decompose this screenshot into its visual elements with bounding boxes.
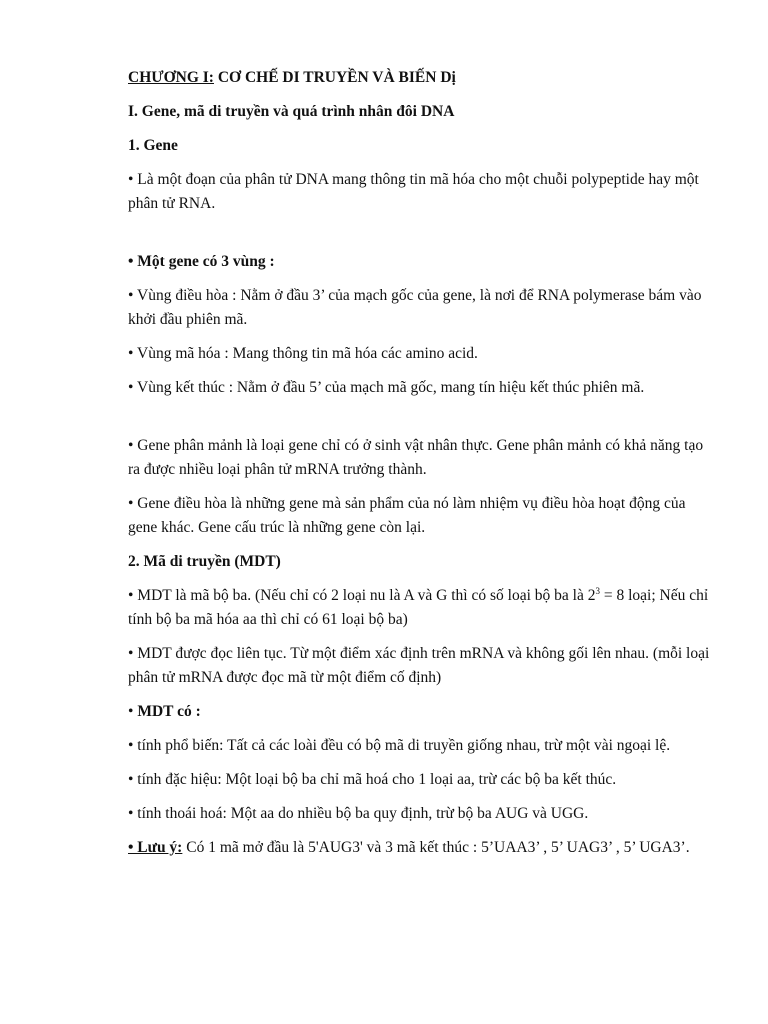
properties-bullet: • — [128, 703, 138, 720]
genetic-code-heading: 2. Mã di truyền (MDT) — [128, 553, 281, 570]
property-universal: • tính phổ biến: Tất cả các loài đều có bộ mã di truyền giống nhau, trừ một vài ngoại lệ. — [128, 737, 671, 754]
exponent: 3 — [595, 586, 600, 596]
gene-regions-heading: • Một gene có 3 vùng : — [128, 253, 275, 270]
properties-heading: MDT có : — [137, 703, 201, 720]
triplet-text-before: • MDT là mã bộ ba. (Nếu chỉ có 2 loại nu là A và G thì có số loại bộ ba là 2 — [128, 587, 596, 604]
section-heading: I. Gene, mã di truyền và quá trình nhân đôi DNA — [128, 103, 455, 120]
spacer — [128, 226, 718, 250]
gene-heading: 1. Gene — [128, 137, 178, 154]
chapter-title — [128, 66, 718, 90]
note-text: Có 1 mã mở đầu là 5'AUG3' và 3 mã kết thúc : 5’UAA3’ , 5’ UAG3’ , 5’ UGA3’. — [182, 839, 690, 856]
document-page — [128, 66, 718, 870]
property-specific: • tính đặc hiệu: Một loại bộ ba chỉ mã hoá cho 1 loại aa, trừ các bộ ba kết thúc. — [128, 771, 617, 788]
properties-heading-line — [128, 700, 718, 724]
note-label: • Lưu ý: — [128, 839, 183, 856]
gene-region-regulatory: • Vùng điều hòa : Nằm ở đầu 3’ của mạch gốc của gene, là nơi để RNA polymerase bám vào khởi đầu phiên mã. — [128, 287, 702, 328]
gene-region-coding: • Vùng mã hóa : Mang thông tin mã hóa các amino acid. — [128, 345, 478, 362]
chapter-name: CƠ CHẾ DI TRUYỀN VÀ BIẾN Dị — [213, 69, 456, 86]
property-degenerate: • tính thoái hoá: Một aa do nhiều bộ ba quy định, trừ bộ ba AUG và UGG. — [128, 805, 589, 822]
chapter-label: CHƯƠNG I: — [128, 69, 214, 86]
triplet-code-paragraph — [128, 584, 718, 632]
triplet-text-after: = 8 loại; Nếu chỉ tính bộ ba mã hóa aa thì chỉ có 61 loại bộ ba) — [128, 587, 709, 628]
gene-definition: • Là một đoạn của phân tử DNA mang thông tin mã hóa cho một chuỗi polypeptide hay một phân tử RNA. — [128, 171, 699, 212]
spacer — [128, 410, 718, 434]
note-paragraph — [128, 836, 718, 860]
gene-region-termination: • Vùng kết thúc : Nằm ở đầu 5’ của mạch mã gốc, mang tín hiệu kết thúc phiên mã. — [128, 379, 645, 396]
continuous-reading-paragraph: • MDT được đọc liên tục. Từ một điểm xác định trên mRNA và không gối lên nhau. (mỗi loại phân tử mRNA được đọc mã từ một điểm cố định) — [128, 645, 710, 686]
regulatory-gene-note: • Gene điều hòa là những gene mà sản phẩm của nó làm nhiệm vụ điều hòa hoạt động của gene khác. Gene cấu trúc là những gene còn lại. — [128, 495, 686, 536]
split-gene-note: • Gene phân mảnh là loại gene chỉ có ở sinh vật nhân thực. Gene phân mảnh có khả năng tạo ra được nhiều loại phân tử mRNA trưởng thành. — [128, 437, 704, 478]
